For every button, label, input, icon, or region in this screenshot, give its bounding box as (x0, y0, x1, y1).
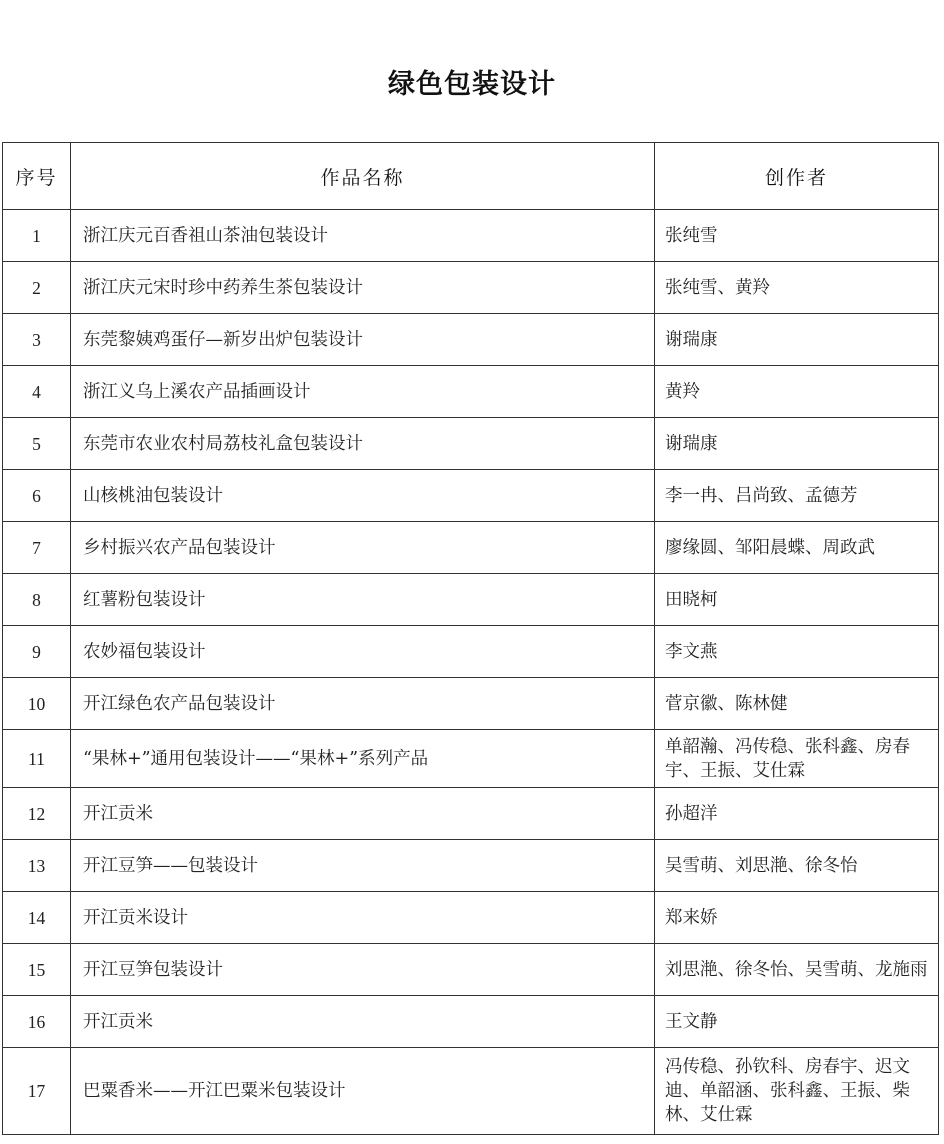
table-row (3, 1048, 939, 1135)
row-work-name: 浙江义乌上溪农产品插画设计 (71, 366, 655, 418)
row-work-name: 浙江庆元百香祖山茶油包装设计 (71, 210, 655, 262)
row-work-name: “果林+”通用包装设计——“果林+”系列产品 (71, 730, 655, 788)
row-work-name: 开江贡米 (71, 788, 655, 840)
row-author: 黄羚 (655, 366, 939, 418)
table-row (3, 840, 939, 892)
table-row (3, 418, 939, 470)
table-row (3, 788, 939, 840)
table-row (3, 730, 939, 788)
table-row (3, 678, 939, 730)
table-row (3, 996, 939, 1048)
row-author: 吴雪萌、刘思滟、徐冬怡 (655, 840, 939, 892)
row-author: 李一冉、吕尚致、孟德芳 (655, 470, 939, 522)
row-number: 6 (3, 470, 71, 522)
row-author: 菅京徽、陈林健 (655, 678, 939, 730)
row-number: 10 (3, 678, 71, 730)
row-number: 9 (3, 626, 71, 678)
table-row (3, 470, 939, 522)
row-work-name: 开江绿色农产品包装设计 (71, 678, 655, 730)
row-number: 3 (3, 314, 71, 366)
row-work-name: 开江豆笋——包装设计 (71, 840, 655, 892)
row-author: 廖缘圆、邹阳晨蝶、周政武 (655, 522, 939, 574)
table-row (3, 574, 939, 626)
row-work-name: 红薯粉包装设计 (71, 574, 655, 626)
row-number: 7 (3, 522, 71, 574)
row-author: 王文静 (655, 996, 939, 1048)
row-number: 16 (3, 996, 71, 1048)
row-work-name: 东莞黎姨鸡蛋仔—新岁出炉包装设计 (71, 314, 655, 366)
row-author: 孙超洋 (655, 788, 939, 840)
row-work-name: 浙江庆元宋时珍中药养生茶包装设计 (71, 262, 655, 314)
row-number: 2 (3, 262, 71, 314)
row-author: 冯传稳、孙钦科、房春宇、迟文迪、单韶涵、张科鑫、王振、柴林、艾仕霖 (655, 1048, 939, 1135)
table-row (3, 626, 939, 678)
table-row (3, 522, 939, 574)
table-row (3, 366, 939, 418)
row-number: 8 (3, 574, 71, 626)
header-author: 创作者 (655, 143, 939, 210)
table-row (3, 944, 939, 996)
row-number: 15 (3, 944, 71, 996)
table-row (3, 210, 939, 262)
row-number: 14 (3, 892, 71, 944)
row-author: 谢瑞康 (655, 314, 939, 366)
page-title: 绿色包装设计 (388, 69, 556, 100)
row-author: 张纯雪 (655, 210, 939, 262)
row-author: 郑来娇 (655, 892, 939, 944)
row-author: 刘思滟、徐冬怡、吴雪萌、龙施雨 (655, 944, 939, 996)
works-table (2, 142, 939, 1135)
header-work-name: 作品名称 (71, 143, 655, 210)
table-row (3, 262, 939, 314)
row-work-name: 开江豆笋包装设计 (71, 944, 655, 996)
table-header-row (3, 143, 939, 210)
table-row (3, 314, 939, 366)
row-work-name: 乡村振兴农产品包装设计 (71, 522, 655, 574)
row-author: 单韶瀚、冯传稳、张科鑫、房春宇、王振、艾仕霖 (655, 730, 939, 788)
row-number: 5 (3, 418, 71, 470)
row-number: 4 (3, 366, 71, 418)
row-number: 17 (3, 1048, 71, 1135)
row-author: 田晓柯 (655, 574, 939, 626)
row-work-name: 巴粟香米——开江巴粟米包装设计 (71, 1048, 655, 1135)
row-work-name: 东莞市农业农村局荔枝礼盒包装设计 (71, 418, 655, 470)
row-number: 11 (3, 730, 71, 788)
row-work-name: 开江贡米设计 (71, 892, 655, 944)
header-number: 序号 (3, 143, 71, 210)
row-number: 13 (3, 840, 71, 892)
row-author: 李文燕 (655, 626, 939, 678)
row-work-name: 农妙福包装设计 (71, 626, 655, 678)
row-work-name: 山核桃油包装设计 (71, 470, 655, 522)
row-work-name: 开江贡米 (71, 996, 655, 1048)
row-author: 张纯雪、黄羚 (655, 262, 939, 314)
row-author: 谢瑞康 (655, 418, 939, 470)
row-number: 12 (3, 788, 71, 840)
row-number: 1 (3, 210, 71, 262)
table-row (3, 892, 939, 944)
